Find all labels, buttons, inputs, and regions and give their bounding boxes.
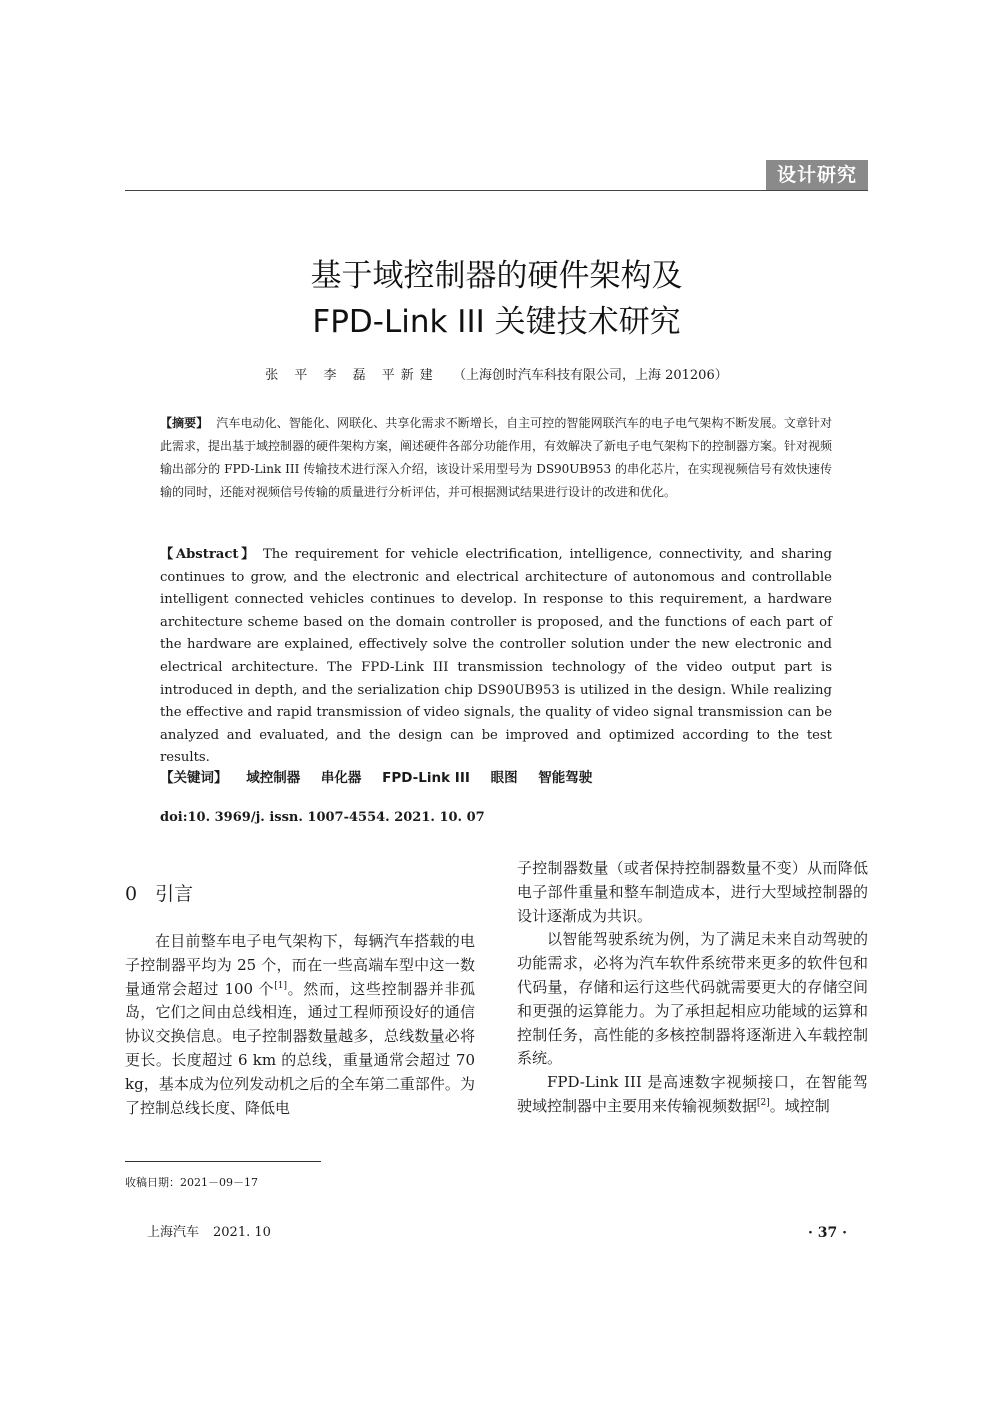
keywords-label: 【关键词】 bbox=[160, 770, 228, 786]
section-heading bbox=[125, 880, 193, 908]
abstract-chinese bbox=[160, 412, 832, 504]
abstract-en-text: The requirement for vehicle electrification, intelligence, connectivity, and sharing continues to grow, and the electronic and electrical architecture of autonomous and controllable intelligent connected vehicles continues to develop. In response to this requirement, a hardware architecture scheme based on the domain controller is proposed, and the functions of each part of the hardware are explained, effectively solve the controller solution under the new electronic and electrical architecture. The FPD-Link III transmission technology of the video output part is introduced in depth, and the serialization chip DS90UB953 is utilized in the design. While realizing the effective and rapid transmission of video signals, the quality of video signal transmission can be analyzed and evaluated, and the design can be improved and optimized according to the test results. bbox=[160, 547, 832, 766]
keyword-item: FPD-Link III bbox=[382, 770, 470, 786]
abstract-cn-text: 汽车电动化、智能化、网联化、共享化需求不断增长，自主可控的智能网联汽车的电子电气架构不断发展。文章针对此需求，提出基于域控制器的硬件架构方案，阐述硬件各部分功能作用，有效解决了新电子电气架构下的控制器方案。针对视频输出部分的 FPD-Link III 传输技术进行深入介绍，该设计采用型号为 DS90UB953 的串化芯片，在实现视频信号有效快速传输的同时，还能对视频信号传输的质量进行分析评估，并可根据测试结果进行设计的改进和优化。 bbox=[160, 416, 833, 499]
section-title: 引言 bbox=[155, 883, 194, 905]
author-names: 张 平 李 磊 平新建 bbox=[265, 368, 439, 383]
journal-issue: 2021. 10 bbox=[213, 1225, 271, 1240]
received-date: 收稿日期：2021－09－17 bbox=[125, 1176, 258, 1189]
author-affiliation: （上海创时汽车科技有限公司，上海 201206） bbox=[452, 368, 728, 383]
abstract-en-label: 【Abstract】 bbox=[160, 547, 257, 562]
header-rule bbox=[125, 190, 868, 191]
body-paragraph: 在目前整车电子电气架构下，每辆汽车搭载的电子控制器平均为 25 个，而在一些高端车型中这一数量通常会超过 100 个[1]。然而，这些控制器并非孤岛，它们之间由总线相连，通过工程师预设好的通信协议交换信息。电子控制器数量越多，总线数量必将更长。长度超过 6 km 的总线，重量通常会超过 70 kg，基本成为位列发动机之后的全车第二重部件。为了控制总线长度、降低电 bbox=[125, 932, 475, 1117]
doi: doi:10. 3969/j. issn. 1007-4554. 2021. 10. 07 bbox=[160, 810, 485, 825]
journal-name: 上海汽车 bbox=[147, 1225, 200, 1240]
keyword-item: 智能驾驶 bbox=[538, 770, 593, 786]
abstract-cn-label: 【摘要】 bbox=[160, 416, 209, 430]
body-column-left bbox=[125, 930, 475, 1120]
body-paragraph: 以智能驾驶系统为例，为了满足未来自动驾驶的功能需求，必将为汽车软件系统带来更多的软件包和代码量，存储和运行这些代码就需要更大的存储空间和更强的运算能力。为了承担起相应功能域的运算和控制任务，高性能的多核控制器将逐渐进入车载控制系统。 bbox=[517, 930, 868, 1068]
keywords bbox=[160, 767, 832, 789]
journal-footer bbox=[147, 1223, 271, 1243]
article-title-line1: 基于域控制器的硬件架构及 bbox=[310, 258, 683, 294]
reference-marker: [1] bbox=[274, 980, 287, 991]
reference-marker: [2] bbox=[757, 1097, 770, 1108]
keyword-item: 域控制器 bbox=[246, 770, 301, 786]
footnote-rule bbox=[125, 1161, 321, 1162]
authors-line bbox=[125, 366, 868, 386]
section-tag: 设计研究 bbox=[766, 160, 868, 190]
section-number: 0 bbox=[125, 883, 138, 905]
body-paragraph: FPD-Link III 是高速数字视频接口，在智能驾驶域控制器中主要用来传输视频数据[2]。域控制 bbox=[517, 1073, 868, 1115]
page-number: · 37 · bbox=[808, 1225, 847, 1241]
keyword-item: 串化器 bbox=[320, 770, 362, 786]
keyword-item: 眼图 bbox=[490, 770, 518, 786]
article-title-line2: FPD-Link III 关键技术研究 bbox=[312, 304, 681, 340]
body-column-right bbox=[517, 857, 868, 1119]
body-paragraph: 子控制器数量（或者保持控制器数量不变）从而降低电子部件重量和整车制造成本，进行大型域控制器的设计逐渐成为共识。 bbox=[517, 859, 868, 925]
abstract-english bbox=[160, 544, 832, 770]
